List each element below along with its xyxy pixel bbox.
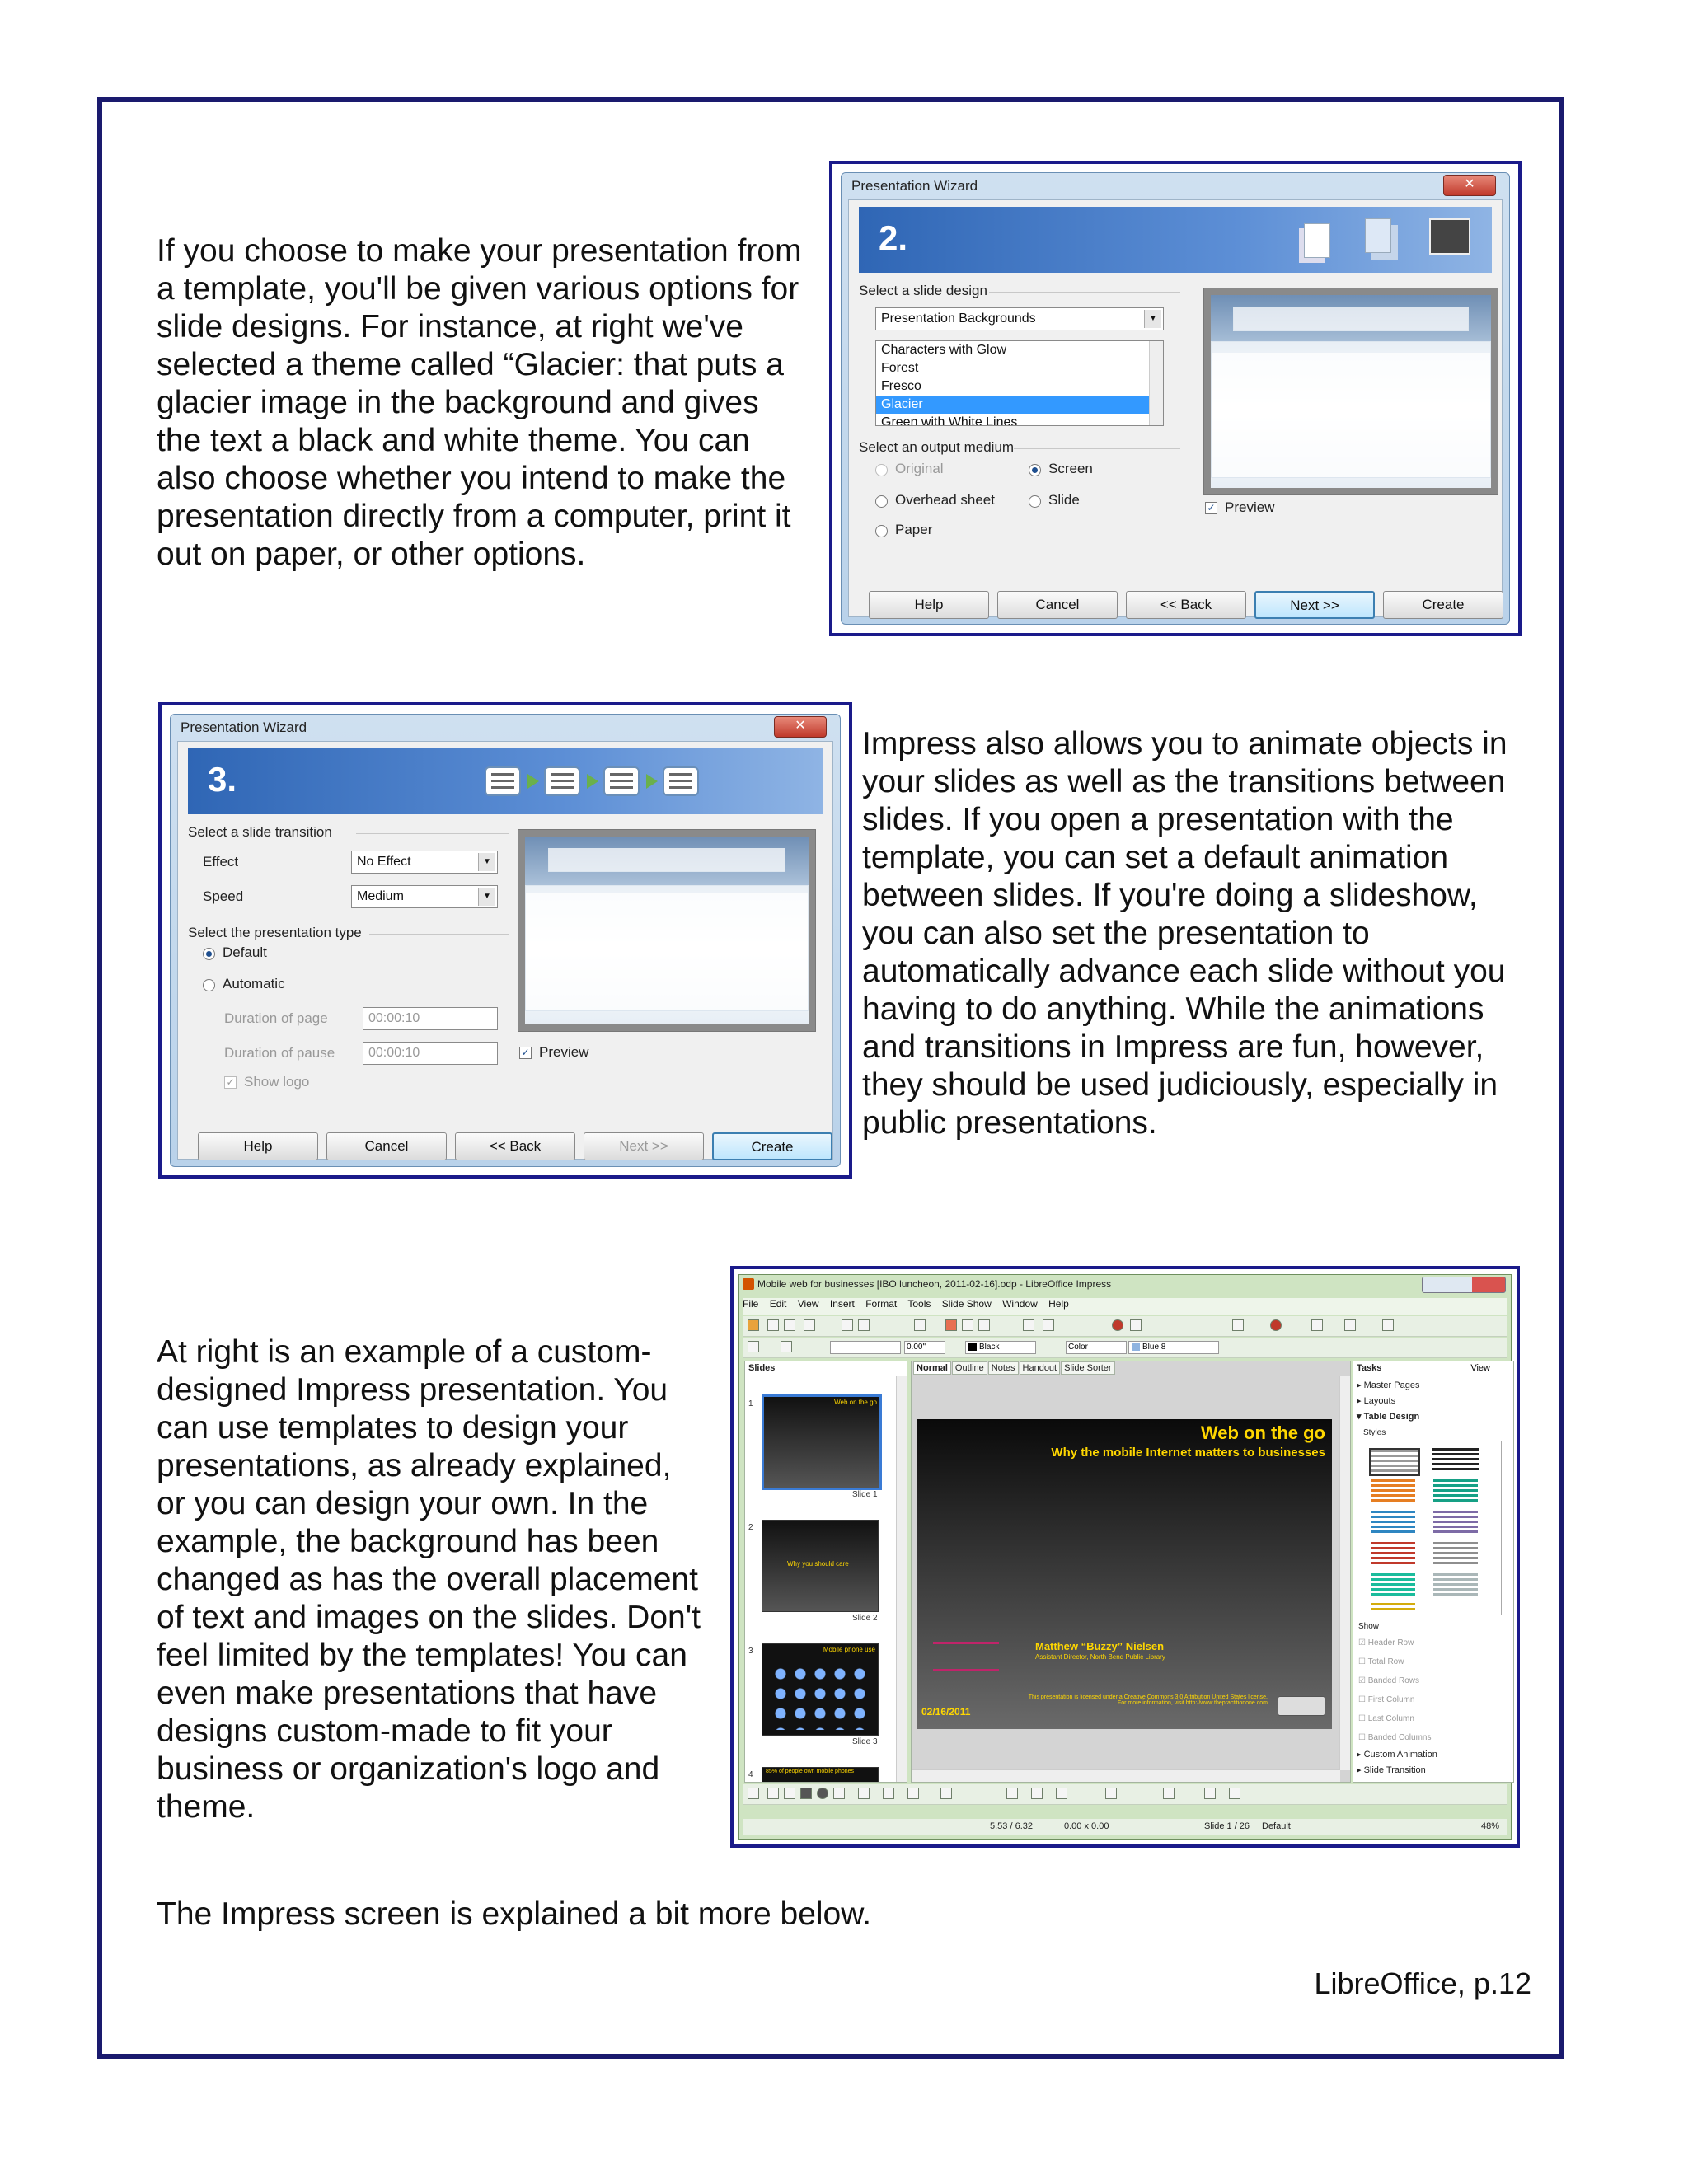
speed-value: Medium xyxy=(357,889,404,903)
transition-label: Select a slide transition xyxy=(188,824,332,840)
cc-badge-icon xyxy=(1278,1696,1325,1716)
list-item[interactable]: Fresco xyxy=(881,379,921,393)
menu-edit[interactable]: Edit xyxy=(769,1298,787,1310)
pages-icon xyxy=(1304,223,1330,258)
duration-page-value: 00:00:10 xyxy=(368,1011,420,1025)
text-line: you can also set the presentation to xyxy=(862,916,1370,951)
preview-checkbox[interactable]: ✓ xyxy=(519,1047,532,1059)
line-fill-toolbar xyxy=(743,1338,1507,1358)
text-line: selected a theme called “Glacier: that puts a xyxy=(157,347,784,382)
arrow-line-icon[interactable] xyxy=(784,1788,795,1799)
text-line: of text and images on the slides. Don't xyxy=(157,1600,701,1635)
flowchart-icon[interactable] xyxy=(1006,1788,1018,1799)
text-line: At right is an example of a custom- xyxy=(157,1334,652,1370)
text-line: also choose whether you intend to make the xyxy=(157,461,786,496)
tasks-list xyxy=(1357,1378,1510,1441)
preview-checkbox[interactable]: ✓ xyxy=(1205,502,1217,514)
line-color-select[interactable] xyxy=(965,1341,1036,1354)
text-line: between slides. If you're doing a slideshow, xyxy=(862,878,1478,913)
text-line: business or organization's logo and xyxy=(157,1751,660,1787)
preview-label: Preview xyxy=(1225,499,1275,515)
undo-icon[interactable] xyxy=(1023,1319,1034,1331)
slide-number: 1 xyxy=(748,1399,753,1408)
list-icon xyxy=(544,766,580,796)
symbol-icon[interactable] xyxy=(940,1788,952,1799)
text-line: glacier image in the background and gives xyxy=(157,385,759,420)
thumbnail-title: Web on the go xyxy=(834,1399,877,1406)
text-line: or you can design your own. In the xyxy=(157,1486,649,1521)
show-options xyxy=(1358,1620,1510,1747)
wizard-step3-screenshot xyxy=(158,702,852,1179)
table-style[interactable] xyxy=(1433,1542,1478,1567)
chevron-down-icon[interactable]: ▼ xyxy=(1144,310,1161,328)
radio-paper[interactable] xyxy=(875,525,888,537)
tasks-title: Tasks xyxy=(1357,1363,1382,1373)
connector-icon[interactable] xyxy=(883,1788,894,1799)
radio-paper-label: Paper xyxy=(895,522,933,537)
option-label: Last Column xyxy=(1367,1714,1414,1723)
show-logo-label: Show logo xyxy=(244,1074,310,1090)
list-item-selected[interactable]: Glacier xyxy=(876,396,1163,414)
tab-notes[interactable]: Notes xyxy=(988,1361,1019,1375)
points-icon[interactable] xyxy=(1105,1788,1117,1799)
task-label: Slide Transition xyxy=(1363,1765,1426,1775)
radio-automatic-label: Automatic xyxy=(223,976,285,991)
wizard-banner xyxy=(188,748,823,814)
radio-screen[interactable] xyxy=(1029,464,1041,476)
list-icon xyxy=(603,766,640,796)
option-last-column[interactable]: ☐ Last Column xyxy=(1358,1714,1414,1723)
slides-panel xyxy=(744,1361,907,1783)
tab-normal[interactable]: Normal xyxy=(913,1361,951,1375)
wizard-banner xyxy=(859,207,1492,273)
library-logo xyxy=(933,1642,999,1671)
duration-pause-field[interactable] xyxy=(363,1042,498,1065)
step-number: 2. xyxy=(879,218,908,257)
screen-icon xyxy=(1429,218,1470,255)
slide-thumbnail[interactable] xyxy=(762,1767,879,1783)
styles-label: Styles xyxy=(1363,1428,1386,1437)
text-line: presentation directly from a computer, print it xyxy=(157,499,791,534)
line-width-field[interactable]: 0.00" xyxy=(904,1341,945,1354)
radio-default-label: Default xyxy=(223,944,267,960)
wizard-client xyxy=(848,199,1503,617)
table-style[interactable] xyxy=(1432,1448,1479,1473)
text-line: feel limited by the templates! You can xyxy=(157,1638,687,1673)
text-line: designs custom-made to fit your xyxy=(157,1713,612,1749)
thumbnail-title: Mobile phone use xyxy=(823,1646,875,1653)
view-tabs xyxy=(913,1363,1116,1373)
table-style[interactable] xyxy=(1369,1448,1420,1476)
text-line: a template, you'll be given various options for xyxy=(157,271,799,307)
task-table-design[interactable]: ▾ Table Design xyxy=(1357,1412,1420,1422)
option-banded-columns[interactable]: ☐ Banded Columns xyxy=(1358,1733,1432,1742)
menu-slideshow[interactable]: Slide Show xyxy=(941,1298,992,1310)
thumbnail-title: Why you should care xyxy=(787,1560,849,1568)
text-line: even make presentations that have xyxy=(157,1675,658,1711)
status-layout: Default xyxy=(1262,1821,1291,1831)
paste-icon[interactable] xyxy=(978,1319,990,1331)
area-color-select[interactable] xyxy=(1128,1341,1219,1354)
chart-icon[interactable] xyxy=(1112,1319,1123,1331)
table-style[interactable] xyxy=(1433,1573,1478,1598)
divider xyxy=(1014,448,1180,449)
rectangle-icon[interactable] xyxy=(800,1788,812,1799)
radio-slide[interactable] xyxy=(1029,495,1041,508)
task-slide-transition[interactable]: ▸ Slide Transition xyxy=(1357,1765,1426,1775)
display-icon[interactable] xyxy=(1311,1319,1323,1331)
open-icon[interactable] xyxy=(767,1319,779,1331)
edit-area xyxy=(911,1361,1351,1783)
duration-page-label: Duration of page xyxy=(224,1010,328,1026)
option-label: Banded Columns xyxy=(1367,1733,1432,1742)
design-preview xyxy=(1203,288,1498,495)
table-style[interactable] xyxy=(1433,1479,1478,1504)
create-button[interactable]: Create xyxy=(1383,591,1503,619)
slides-icon xyxy=(1365,218,1391,253)
task-master-pages[interactable]: ▸ Master Pages xyxy=(1357,1380,1420,1390)
slide-label: Slide 3 xyxy=(852,1737,878,1746)
design-list[interactable] xyxy=(875,340,1164,426)
edit-icon[interactable] xyxy=(804,1319,815,1331)
drawing-toolbar xyxy=(743,1784,1507,1805)
slide-number: 2 xyxy=(748,1523,753,1532)
design-category-select[interactable] xyxy=(875,307,1164,330)
task-label: Custom Animation xyxy=(1363,1750,1437,1760)
option-first-column[interactable]: ☐ First Column xyxy=(1358,1695,1415,1704)
text-line: slides. If you open a presentation with the xyxy=(862,802,1454,837)
line-style-select[interactable] xyxy=(830,1341,901,1354)
pdf-icon[interactable] xyxy=(842,1319,853,1331)
duration-pause-label: Duration of pause xyxy=(224,1045,335,1061)
text-line: template, you can set a default animation xyxy=(862,840,1449,875)
next-button[interactable]: Next >> xyxy=(1254,591,1375,619)
slide-thumbnail[interactable] xyxy=(762,1520,879,1612)
list-icon xyxy=(663,766,699,796)
menu-view[interactable]: View xyxy=(797,1298,819,1310)
divider xyxy=(989,292,1180,293)
paragraph-2 xyxy=(862,725,1507,1142)
content-placeholder xyxy=(1211,341,1491,478)
list-icon xyxy=(485,766,521,796)
ellipse-icon[interactable] xyxy=(817,1788,828,1799)
radio-screen-label: Screen xyxy=(1048,461,1093,476)
vertical-scrollbar[interactable] xyxy=(1339,1376,1350,1770)
curve-icon[interactable] xyxy=(858,1788,870,1799)
radio-original[interactable] xyxy=(875,464,888,476)
table-style[interactable] xyxy=(1371,1542,1415,1567)
cancel-button[interactable]: Cancel xyxy=(326,1132,447,1160)
zoom-icon[interactable] xyxy=(1232,1319,1244,1331)
option-banded-rows[interactable]: ☑ Banded Rows xyxy=(1358,1676,1420,1685)
text-line: can use templates to design your xyxy=(157,1410,629,1446)
effect-select[interactable] xyxy=(351,851,498,874)
menu-tools[interactable]: Tools xyxy=(907,1298,931,1310)
standard-toolbar xyxy=(743,1316,1507,1337)
back-button[interactable]: << Back xyxy=(1126,591,1246,619)
wizard-window xyxy=(170,714,841,1167)
master-icon[interactable] xyxy=(1344,1319,1356,1331)
task-label: Master Pages xyxy=(1363,1380,1420,1390)
radio-overhead-label: Overhead sheet xyxy=(895,492,995,508)
table-icon[interactable] xyxy=(1130,1319,1142,1331)
window-title: Mobile web for businesses [IBO luncheon, 2011-02-16].odp - LibreOffice Impress xyxy=(757,1278,1112,1290)
text-line: slide designs. For instance, at right we've xyxy=(157,309,743,344)
task-label: Layouts xyxy=(1363,1396,1396,1406)
radio-original-label: Original xyxy=(895,461,944,476)
list-item[interactable]: Characters with Glow xyxy=(881,343,1007,357)
radio-overhead[interactable] xyxy=(875,495,888,508)
slide-number: 3 xyxy=(748,1647,753,1656)
extrusion-icon[interactable] xyxy=(1204,1788,1216,1799)
menu-help[interactable]: Help xyxy=(1048,1298,1069,1310)
shapes-icon[interactable] xyxy=(907,1788,919,1799)
copy-icon[interactable] xyxy=(962,1319,973,1331)
area-color-name: Blue 8 xyxy=(1142,1343,1166,1352)
divider xyxy=(369,934,509,935)
cut-icon[interactable] xyxy=(945,1319,957,1331)
gallery-icon[interactable] xyxy=(1163,1788,1175,1799)
duration-pause-value: 00:00:10 xyxy=(368,1046,420,1060)
radio-slide-label: Slide xyxy=(1048,492,1080,508)
show-label: Show xyxy=(1358,1622,1380,1631)
task-label: Table Design xyxy=(1363,1412,1420,1422)
redo-icon[interactable] xyxy=(1043,1319,1054,1331)
select-design-label: Select a slide design xyxy=(859,283,987,298)
slide-date: 02/16/2011 xyxy=(921,1706,971,1718)
status-size: 0.00 x 0.00 xyxy=(1064,1821,1109,1831)
color-swatch xyxy=(1132,1343,1140,1351)
app-icon xyxy=(743,1278,754,1290)
window-controls[interactable] xyxy=(1422,1277,1506,1293)
category-value: Presentation Backgrounds xyxy=(881,312,1036,326)
presenter-name: Matthew “Buzzy” Nielsen xyxy=(1035,1640,1165,1652)
text-icon[interactable] xyxy=(833,1788,845,1799)
close-icon[interactable]: ✕ xyxy=(774,716,827,738)
glacier-image xyxy=(525,837,809,1024)
print-icon[interactable] xyxy=(858,1319,870,1331)
option-label: Header Row xyxy=(1367,1638,1414,1647)
comment-icon[interactable] xyxy=(1382,1319,1394,1331)
arrow-right-icon xyxy=(646,774,658,789)
list-item[interactable]: Forest xyxy=(881,361,919,375)
slides-scrollbar[interactable] xyxy=(896,1376,907,1782)
arrow-right-icon xyxy=(587,774,598,789)
star-icon[interactable] xyxy=(1056,1788,1067,1799)
list-item[interactable]: Green with White Lines xyxy=(881,415,1018,426)
table-style[interactable] xyxy=(1371,1479,1415,1504)
text-line: Impress also allows you to animate objects in xyxy=(862,726,1507,762)
wizard-window xyxy=(841,172,1510,625)
text-line: example, the background has been xyxy=(157,1524,659,1559)
text-line: the text a black and white theme. You can xyxy=(157,423,750,458)
slide-thumbnail[interactable] xyxy=(762,1394,882,1490)
select-icon[interactable] xyxy=(748,1788,759,1799)
people-icons xyxy=(771,1664,870,1730)
table-styles-grid[interactable] xyxy=(1362,1441,1502,1615)
impress-window xyxy=(738,1274,1512,1840)
page-footer: LibreOffice, p.12 xyxy=(1314,1966,1531,2000)
table-style[interactable] xyxy=(1371,1603,1415,1611)
content-placeholder xyxy=(525,885,809,1010)
tasks-bottom xyxy=(1357,1747,1510,1779)
text-line: having to do anything. While the animations xyxy=(862,991,1484,1027)
menu-format[interactable]: Format xyxy=(865,1298,898,1310)
arrow-right-icon xyxy=(528,774,539,789)
arrow-style-icon[interactable] xyxy=(781,1341,792,1352)
slide-label: Slide 2 xyxy=(852,1614,878,1623)
text-line: theme. xyxy=(157,1789,256,1825)
line-icon[interactable] xyxy=(767,1788,779,1799)
task-custom-animation[interactable]: ▸ Custom Animation xyxy=(1357,1750,1437,1760)
show-logo-checkbox[interactable]: ✓ xyxy=(224,1076,237,1089)
back-button[interactable]: << Back xyxy=(455,1132,575,1160)
slide-title: Web on the go xyxy=(1200,1422,1325,1443)
slide-number: 4 xyxy=(748,1770,753,1779)
color-name: Black xyxy=(979,1343,1000,1352)
divider xyxy=(356,833,509,834)
output-medium-label: Select an output medium xyxy=(859,439,1015,455)
radio-automatic[interactable] xyxy=(203,979,215,991)
status-slide: Slide 1 / 26 xyxy=(1204,1821,1250,1831)
horizontal-scrollbar[interactable] xyxy=(912,1769,1340,1782)
help-button[interactable]: Help xyxy=(198,1132,318,1160)
step-number: 3. xyxy=(208,760,237,799)
table-style[interactable] xyxy=(1433,1511,1478,1535)
menu-window[interactable]: Window xyxy=(1002,1298,1038,1310)
current-slide[interactable] xyxy=(917,1419,1332,1729)
scrollbar[interactable] xyxy=(1149,341,1163,426)
tab-slide-sorter[interactable]: Slide Sorter xyxy=(1061,1361,1114,1375)
slides-panel-title: Slides xyxy=(748,1363,776,1373)
tab-handout[interactable]: Handout xyxy=(1020,1361,1061,1375)
wizard-step2-screenshot xyxy=(829,161,1522,636)
glacier-image xyxy=(1211,295,1491,488)
text-line: public presentations. xyxy=(862,1105,1157,1141)
slideshow-icon[interactable] xyxy=(1270,1319,1282,1331)
option-total-row[interactable]: ☐ Total Row xyxy=(1358,1657,1404,1666)
window-title: Presentation Wizard xyxy=(181,719,307,735)
paragraph-1 xyxy=(157,232,802,574)
license-text: This presentation is licensed under a Creative Commons 3.0 Attribution United States license. For more information, visit http://www.thepractitionone.com xyxy=(1028,1694,1268,1706)
text-line: changed as has the overall placement xyxy=(157,1562,698,1597)
color-swatch xyxy=(968,1343,977,1351)
tasks-view-menu[interactable]: View xyxy=(1470,1363,1490,1373)
effect-value: No Effect xyxy=(357,855,411,869)
chevron-down-icon[interactable]: ▼ xyxy=(478,888,495,906)
title-placeholder xyxy=(1233,307,1469,331)
status-bar xyxy=(743,1819,1507,1835)
radio-default[interactable] xyxy=(203,948,215,960)
effect-label: Effect xyxy=(203,854,239,869)
create-button[interactable]: Create xyxy=(712,1132,832,1160)
table-style[interactable] xyxy=(1371,1573,1415,1598)
presentation-type-label: Select the presentation type xyxy=(188,925,362,940)
slide-subtitle: Why the mobile Internet matters to businesses xyxy=(1051,1446,1325,1460)
option-header-row[interactable]: ☑ Header Row xyxy=(1358,1638,1414,1647)
speed-label: Speed xyxy=(203,888,244,904)
status-position: 5.53 / 6.32 xyxy=(990,1821,1033,1831)
menu-insert[interactable]: Insert xyxy=(829,1298,855,1310)
preview-label: Preview xyxy=(539,1044,589,1060)
new-icon[interactable] xyxy=(748,1319,759,1331)
align-icon[interactable] xyxy=(1229,1788,1240,1799)
text-line: and transitions in Impress are fun, however, xyxy=(862,1029,1484,1065)
next-button[interactable]: Next >> xyxy=(584,1132,704,1160)
spellcheck-icon[interactable] xyxy=(914,1319,926,1331)
save-icon[interactable] xyxy=(784,1319,795,1331)
slide-label: Slide 1 xyxy=(852,1490,878,1499)
help-button[interactable]: Help xyxy=(869,591,989,619)
option-label: Banded Rows xyxy=(1367,1676,1420,1685)
status-zoom[interactable]: 48% xyxy=(1480,1821,1499,1831)
duration-page-field[interactable] xyxy=(363,1007,498,1030)
text-line: presentations, as already explained, xyxy=(157,1448,672,1483)
close-icon[interactable]: ✕ xyxy=(1443,175,1496,196)
chevron-down-icon[interactable]: ▼ xyxy=(478,853,495,871)
text-line: If you choose to make your presentation from xyxy=(157,233,802,269)
tasks-panel xyxy=(1353,1361,1514,1783)
task-layouts[interactable]: ▸ Layouts xyxy=(1357,1396,1396,1406)
callout-icon[interactable] xyxy=(1031,1788,1043,1799)
text-line: out on paper, or other options. xyxy=(157,537,586,572)
tab-outline[interactable]: Outline xyxy=(952,1361,987,1375)
menu-file[interactable]: File xyxy=(743,1298,759,1310)
table-style[interactable] xyxy=(1371,1511,1415,1535)
window-title: Presentation Wizard xyxy=(851,178,978,194)
text-line: your slides as well as the transitions between xyxy=(862,764,1506,799)
text-line: they should be used judiciously, especially in xyxy=(862,1067,1498,1103)
text-line: automatically advance each slide without you xyxy=(862,954,1506,989)
text-line: designed Impress presentation. You xyxy=(157,1372,668,1408)
line-style-icon[interactable] xyxy=(748,1341,759,1352)
slide-thumbnail[interactable] xyxy=(762,1643,879,1736)
cancel-button[interactable]: Cancel xyxy=(997,591,1118,619)
option-label: First Column xyxy=(1367,1695,1415,1704)
menu-bar xyxy=(743,1298,1507,1315)
area-style-select[interactable]: Color xyxy=(1066,1341,1127,1354)
option-label: Total Row xyxy=(1367,1657,1404,1666)
transition-preview xyxy=(518,829,816,1032)
wizard-client xyxy=(177,741,833,1160)
thumbnail-title: 85% of people own mobile phones xyxy=(766,1769,855,1774)
speed-select[interactable] xyxy=(351,885,498,908)
title-placeholder xyxy=(548,848,786,872)
paragraph-3 xyxy=(157,1333,701,1826)
presenter-role: Assistant Director, North Bend Public Library xyxy=(1035,1653,1165,1661)
paragraph-4: The Impress screen is explained a bit more below. xyxy=(157,1896,872,1932)
impress-screenshot xyxy=(730,1266,1520,1848)
